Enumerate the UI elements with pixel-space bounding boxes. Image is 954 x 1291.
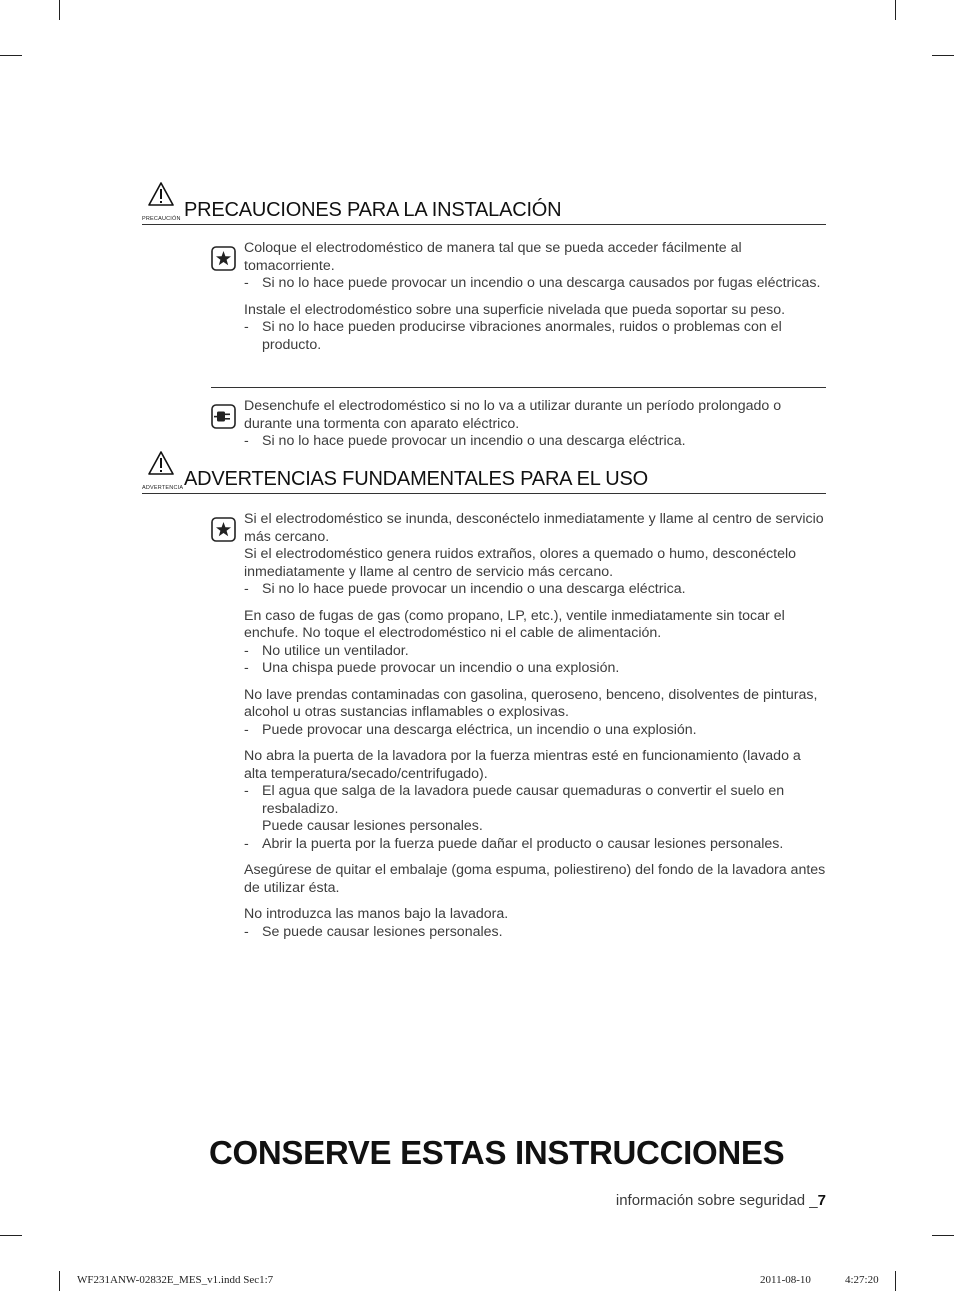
warning-block [211,511,827,961]
closing-title: CONSERVE ESTAS INSTRUCCIONES [209,1134,785,1171]
section-header-installation [142,185,826,225]
paragraph-text: Si el electrodoméstico genera ruidos extraños, olores a quemado o humo, desconéctelo inmediatamente y llame al centro de servicio más cercano. [244,546,797,580]
paragraph [244,906,827,941]
list-item: - Una chispa puede provocar un incendio o una explosión. [244,660,827,678]
paragraph-text: Desenchufe el electrodoméstico si no lo va a utilizar durante un período prolongado o durante una tormenta con aparato eléctrico. [244,398,782,432]
paragraph-text: En caso de fugas de gas (como propano, LP, etc.), ventile inmediatamente sin tocar el enchufe. No toque el electrodoméstico ni el cable de alimentación. [244,607,785,641]
paragraph [244,240,827,293]
crop-mark [0,55,22,56]
list-item-continuation: Puede causar lesiones personales. [262,818,483,834]
paragraph-text: Coloque el electrodoméstico de manera tal que se pueda acceder fácilmente al tomacorriente. [244,240,742,274]
list-item: - Si no lo hace pueden producirse vibraciones anormales, ruidos o problemas con el producto. [244,319,827,354]
paragraph [244,302,827,355]
paragraph [244,862,827,897]
paragraph [244,608,827,678]
section-header-usage [142,454,826,494]
warning-triangle-icon [148,182,174,206]
warning-badge [142,451,182,491]
slug-time: 4:27:20 [845,1274,879,1286]
footer-label: información sobre seguridad _ [615,1192,818,1209]
warning-block [211,240,827,382]
page-number: 7 [817,1192,826,1209]
warning-triangle-icon [148,451,174,475]
paragraph-text: Asegúrese de quitar el embalaje (goma espuma, poliestireno) del fondo de la lavadora antes de utilizar ésta. [244,862,826,896]
paragraph [244,511,827,599]
paragraph-text: No lave prendas contaminadas con gasolina, queroseno, benceno, disolventes de pinturas, alcohol u otras sustancias inflamables o explosivas. [244,686,818,720]
section-title: ADVERTENCIAS FUNDAMENTALES PARA EL USO [184,468,648,490]
list-item: - Si no lo hace puede provocar un incendio o una descarga causados por fugas eléctricas. [244,275,827,293]
list-item: - Se puede causar lesiones personales. [244,924,827,942]
crop-mark [932,1235,954,1236]
list-item: - El agua que salga de la lavadora puede causar quemaduras o convertir el suelo en resbaladizo. [244,783,827,818]
paragraph-text: Instale el electrodoméstico sobre una superficie nivelada que pueda soportar su peso. [244,301,786,318]
crop-mark [932,55,954,56]
crop-mark [895,1271,896,1291]
paragraph [244,398,827,451]
unplug-icon [211,404,236,429]
badge-label: ADVERTENCIA [142,485,184,491]
crop-mark [59,1271,60,1291]
star-icon [211,517,236,542]
paragraph [244,748,827,853]
list-item: - Si no lo hace puede provocar un incendio o una descarga eléctrica. [244,581,827,599]
paragraph-text: No abra la puerta de la lavadora por la fuerza mientras esté en funcionamiento (lavado a alta temperatura/secado/centrifugado). [244,748,801,782]
crop-mark [895,0,896,20]
list-item: - No utilice un ventilador. [244,643,827,661]
crop-mark [59,0,60,20]
warning-block [211,398,827,458]
page-footer [616,1192,826,1209]
slug-date: 2011-08-10 [760,1274,811,1286]
divider [211,387,826,388]
crop-mark [0,1235,22,1236]
list-item: - Puede provocar una descarga eléctrica, un incendio o una explosión. [244,722,827,740]
star-icon [211,246,236,271]
paragraph-text: No introduzca las manos bajo la lavadora. [244,906,509,922]
list-item: - Abrir la puerta por la fuerza puede dañar el producto o causar lesiones personales. [244,836,827,854]
list-item: - Si no lo hace puede provocar un incendio o una descarga eléctrica. [244,433,827,451]
caution-badge [142,182,182,222]
section-title: PRECAUCIONES PARA LA INSTALACIÓN [184,199,562,221]
paragraph-text: Si el electrodoméstico se inunda, desconéctelo inmediatamente y llame al centro de servicio más cercano. [244,511,824,545]
paragraph [244,687,827,740]
badge-label: PRECAUCIÓN [142,216,181,222]
slug-file: WF231ANW-02832E_MES_v1.indd Sec1:7 [77,1274,274,1286]
